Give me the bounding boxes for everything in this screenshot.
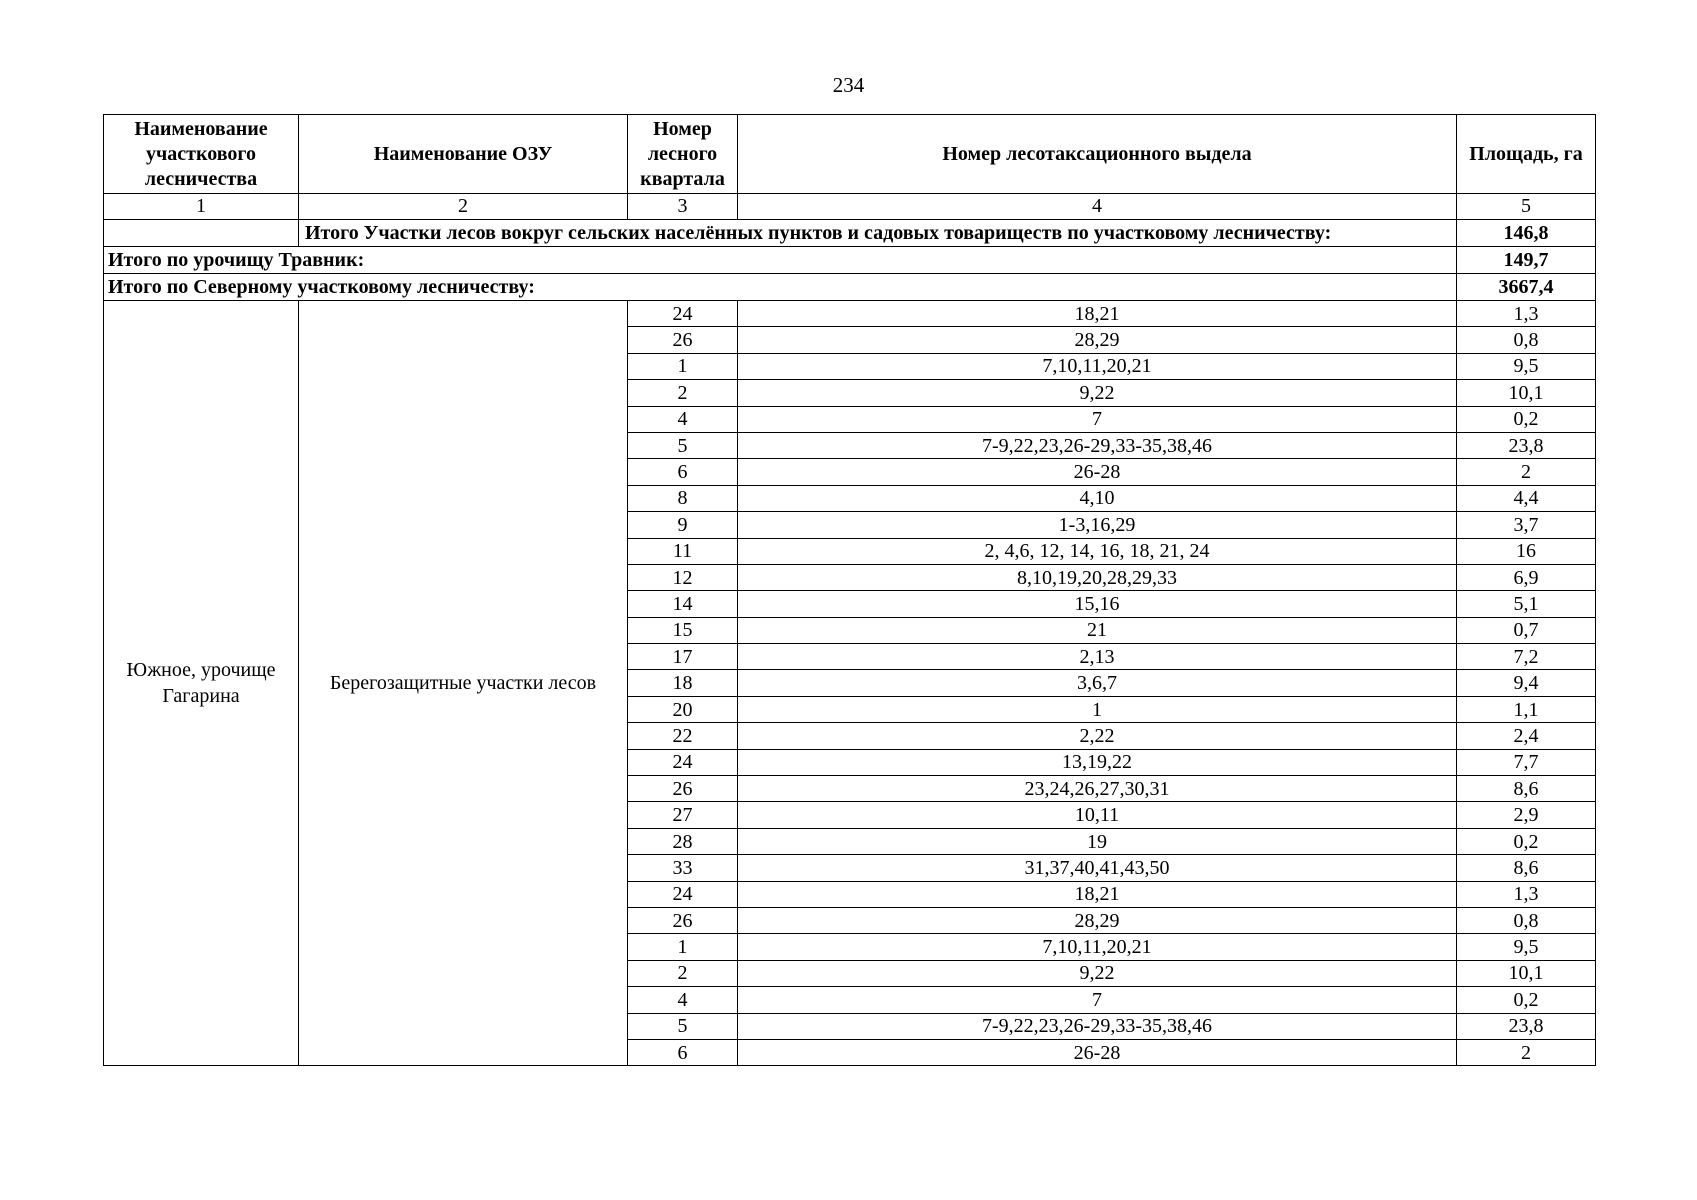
area-cell: 0,8 xyxy=(1457,907,1596,933)
quarter-cell: 15 xyxy=(628,617,738,643)
vydel-cell: 4,10 xyxy=(738,485,1457,511)
forest-plots-table xyxy=(103,114,1596,1066)
quarter-cell: 24 xyxy=(628,749,738,775)
quarter-cell: 6 xyxy=(628,459,738,485)
quarter-cell: 22 xyxy=(628,723,738,749)
area-cell: 0,2 xyxy=(1457,987,1596,1013)
total-value: 146,8 xyxy=(1457,220,1596,247)
page-number: 234 xyxy=(832,73,865,97)
vydel-cell: 9,22 xyxy=(738,380,1457,406)
quarter-cell: 1 xyxy=(628,353,738,379)
area-cell: 9,5 xyxy=(1457,934,1596,960)
vydel-cell: 2, 4,6, 12, 14, 16, 18, 21, 24 xyxy=(738,538,1457,564)
area-cell: 8,6 xyxy=(1457,776,1596,802)
area-cell: 0,2 xyxy=(1457,828,1596,854)
quarter-cell: 20 xyxy=(628,696,738,722)
area-cell: 7,7 xyxy=(1457,749,1596,775)
vydel-cell: 9,22 xyxy=(738,960,1457,986)
quarter-cell: 5 xyxy=(628,432,738,458)
total-label: Итого по Северному участковому лесничеству: xyxy=(104,274,1457,301)
total-row xyxy=(104,274,1596,301)
forestry-name-cell: Южное, урочище Гагарина xyxy=(104,301,299,1066)
area-cell: 10,1 xyxy=(1457,380,1596,406)
vydel-cell: 23,24,26,27,30,31 xyxy=(738,776,1457,802)
total-label: Итого Участки лесов вокруг сельских населённых пунктов и садовых товариществ по участковому лесничеству: xyxy=(299,220,1457,247)
header-ozu: Наименование ОЗУ xyxy=(299,115,628,194)
vydel-cell: 31,37,40,41,43,50 xyxy=(738,855,1457,881)
vydel-cell: 7,10,11,20,21 xyxy=(738,934,1457,960)
header-area: Площадь, га xyxy=(1457,115,1596,194)
vydel-cell: 3,6,7 xyxy=(738,670,1457,696)
area-cell: 9,5 xyxy=(1457,353,1596,379)
total-value: 149,7 xyxy=(1457,247,1596,274)
vydel-cell: 7,10,11,20,21 xyxy=(738,353,1457,379)
vydel-cell: 15,16 xyxy=(738,591,1457,617)
area-cell: 16 xyxy=(1457,538,1596,564)
total-value: 3667,4 xyxy=(1457,274,1596,301)
area-cell: 3,7 xyxy=(1457,512,1596,538)
area-cell: 10,1 xyxy=(1457,960,1596,986)
total-label: Итого по урочищу Травник: xyxy=(104,247,1457,274)
column-number: 4 xyxy=(738,194,1457,220)
quarter-cell: 24 xyxy=(628,881,738,907)
vydel-cell: 7 xyxy=(738,987,1457,1013)
column-number: 5 xyxy=(1457,194,1596,220)
vydel-cell: 8,10,19,20,28,29,33 xyxy=(738,564,1457,590)
vydel-cell: 1-3,16,29 xyxy=(738,512,1457,538)
vydel-cell: 7-9,22,23,26-29,33-35,38,46 xyxy=(738,1013,1457,1039)
vydel-cell: 13,19,22 xyxy=(738,749,1457,775)
quarter-cell: 8 xyxy=(628,485,738,511)
header-quarter: Номер лесного квартала xyxy=(628,115,738,194)
area-cell: 23,8 xyxy=(1457,432,1596,458)
table-row xyxy=(104,301,1596,327)
vydel-cell: 2,13 xyxy=(738,644,1457,670)
quarter-cell: 14 xyxy=(628,591,738,617)
quarter-cell: 4 xyxy=(628,987,738,1013)
quarter-cell: 1 xyxy=(628,934,738,960)
quarter-cell: 5 xyxy=(628,1013,738,1039)
vydel-cell: 18,21 xyxy=(738,301,1457,327)
area-cell: 2,9 xyxy=(1457,802,1596,828)
vydel-cell: 7 xyxy=(738,406,1457,432)
empty-cell xyxy=(104,220,299,247)
quarter-cell: 26 xyxy=(628,907,738,933)
quarter-cell: 26 xyxy=(628,776,738,802)
quarter-cell: 11 xyxy=(628,538,738,564)
quarter-cell: 6 xyxy=(628,1039,738,1065)
quarter-cell: 17 xyxy=(628,644,738,670)
area-cell: 1,3 xyxy=(1457,301,1596,327)
area-cell: 0,7 xyxy=(1457,617,1596,643)
quarter-cell: 26 xyxy=(628,327,738,353)
area-cell: 23,8 xyxy=(1457,1013,1596,1039)
quarter-cell: 2 xyxy=(628,380,738,406)
total-row xyxy=(104,247,1596,274)
vydel-cell: 18,21 xyxy=(738,881,1457,907)
area-cell: 8,6 xyxy=(1457,855,1596,881)
column-number: 2 xyxy=(299,194,628,220)
quarter-cell: 24 xyxy=(628,301,738,327)
area-cell: 9,4 xyxy=(1457,670,1596,696)
area-cell: 4,4 xyxy=(1457,485,1596,511)
area-cell: 1,1 xyxy=(1457,696,1596,722)
area-cell: 5,1 xyxy=(1457,591,1596,617)
area-cell: 6,9 xyxy=(1457,564,1596,590)
area-cell: 2 xyxy=(1457,459,1596,485)
vydel-cell: 2,22 xyxy=(738,723,1457,749)
area-cell: 0,2 xyxy=(1457,406,1596,432)
header-forestry: Наименование участкового лесничества xyxy=(104,115,299,194)
total-row xyxy=(104,220,1596,247)
column-number-row xyxy=(104,194,1596,220)
quarter-cell: 18 xyxy=(628,670,738,696)
quarter-cell: 33 xyxy=(628,855,738,881)
ozu-name-cell: Берегозащитные участки лесов xyxy=(299,301,628,1066)
area-cell: 2,4 xyxy=(1457,723,1596,749)
area-cell: 0,8 xyxy=(1457,327,1596,353)
vydel-cell: 26-28 xyxy=(738,459,1457,485)
quarter-cell: 12 xyxy=(628,564,738,590)
quarter-cell: 4 xyxy=(628,406,738,432)
quarter-cell: 27 xyxy=(628,802,738,828)
header-row xyxy=(104,115,1596,194)
area-cell: 7,2 xyxy=(1457,644,1596,670)
column-number: 3 xyxy=(628,194,738,220)
quarter-cell: 2 xyxy=(628,960,738,986)
vydel-cell: 10,11 xyxy=(738,802,1457,828)
vydel-cell: 28,29 xyxy=(738,327,1457,353)
vydel-cell: 21 xyxy=(738,617,1457,643)
vydel-cell: 7-9,22,23,26-29,33-35,38,46 xyxy=(738,432,1457,458)
column-number: 1 xyxy=(104,194,299,220)
area-cell: 1,3 xyxy=(1457,881,1596,907)
header-vydel: Номер лесотаксационного выдела xyxy=(738,115,1457,194)
area-cell: 2 xyxy=(1457,1039,1596,1065)
quarter-cell: 28 xyxy=(628,828,738,854)
vydel-cell: 19 xyxy=(738,828,1457,854)
quarter-cell: 9 xyxy=(628,512,738,538)
vydel-cell: 26-28 xyxy=(738,1039,1457,1065)
vydel-cell: 1 xyxy=(738,696,1457,722)
vydel-cell: 28,29 xyxy=(738,907,1457,933)
